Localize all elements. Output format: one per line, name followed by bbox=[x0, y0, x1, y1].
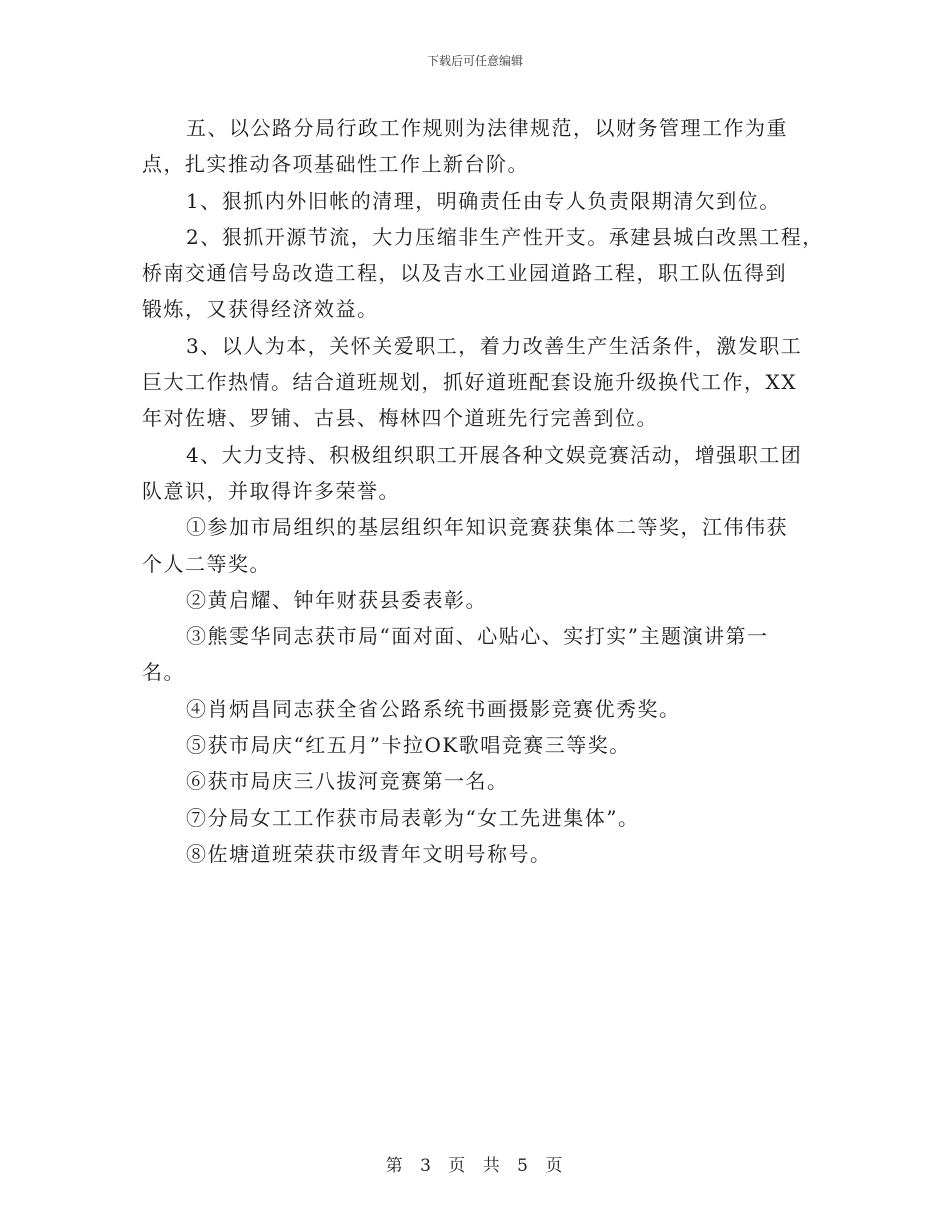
paragraph-line: 个人二等奖。 bbox=[142, 551, 271, 576]
paragraph-line: ⑥获市局庆三八拔河竞赛第一名。 bbox=[186, 769, 509, 794]
paragraph-line: ①参加市局组织的基层组织年知识竞赛获集体二等奖，江伟伟获 bbox=[186, 515, 788, 540]
paragraph-line: ④肖炳昌同志获全省公路系统书画摄影竞赛优秀奖。 bbox=[186, 696, 681, 721]
paragraph-line: 锻炼，又获得经济效益。 bbox=[142, 297, 379, 322]
paragraph-line: 队意识，并取得许多荣誉。 bbox=[142, 478, 400, 503]
paragraph-line: 名。 bbox=[142, 660, 185, 685]
honor-item-4 bbox=[142, 691, 810, 727]
paragraph-line: 点，扎实推动各项基础性工作上新台阶。 bbox=[142, 152, 529, 177]
document-body bbox=[142, 110, 824, 872]
paragraph-line: ③熊雯华同志获市局“面对面、心贴心、实打实”主题演讲第一 bbox=[186, 624, 769, 649]
paragraph-line: 1、狠抓内外旧帐的清理，明确责任由专人负责限期清欠到位。 bbox=[186, 188, 781, 213]
paragraph-line: 年对佐塘、罗铺、古县、梅林四个道班先行完善到位。 bbox=[142, 406, 658, 431]
page-footer bbox=[0, 1155, 950, 1177]
honor-item-8 bbox=[142, 836, 810, 872]
page-header-note: 下载后可任意编辑 bbox=[426, 54, 523, 68]
footer-total-pages: 5 bbox=[517, 1156, 530, 1176]
honor-item-3 bbox=[142, 618, 810, 691]
footer-page-number: 3 bbox=[420, 1156, 433, 1176]
paragraph-line: ⑦分局女工工作获市局表彰为“女工先进集体”。 bbox=[186, 805, 640, 830]
paragraph-line: ⑧佐塘道班荣获市级青年文明号称号。 bbox=[186, 841, 552, 866]
paragraph-line: 4、大力支持、积极组织职工开展各种文娱竞赛活动，增强职工团 bbox=[186, 442, 803, 467]
paragraph-line: 2、狠抓开源节流，大力压缩非生产性开支。承建县城白改黑工程， bbox=[186, 224, 824, 249]
paragraph-item-2 bbox=[142, 219, 824, 328]
paragraph-item-3 bbox=[142, 328, 810, 437]
footer-prefix: 第 bbox=[385, 1156, 405, 1176]
paragraph-line: 3、以人为本，关怀关爱职工，着力改善生产生活条件，激发职工 bbox=[186, 333, 803, 358]
honor-item-6 bbox=[142, 763, 810, 799]
paragraph-line: 桥南交通信号岛改造工程，以及吉水工业园道路工程，职工队伍得到 bbox=[142, 261, 787, 286]
paragraph-line: ⑤获市局庆“红五月”卡拉OK歌唱竞赛三等奖。 bbox=[186, 733, 631, 758]
paragraph-item-1 bbox=[142, 183, 810, 219]
footer-total-prefix: 共 bbox=[482, 1156, 502, 1176]
honor-item-2 bbox=[142, 582, 810, 618]
footer-total-unit: 页 bbox=[545, 1156, 565, 1176]
paragraph-line: 巨大工作热情。结合道班规划，抓好道班配套设施升级换代工作，XX bbox=[142, 370, 797, 395]
footer-page-unit: 页 bbox=[448, 1156, 468, 1176]
paragraph-line: ②黄启耀、钟年财获县委表彰。 bbox=[186, 587, 487, 612]
honor-item-5 bbox=[142, 727, 810, 763]
paragraph-section-five bbox=[142, 110, 810, 183]
honor-item-7 bbox=[142, 800, 810, 836]
honor-item-1 bbox=[142, 509, 810, 582]
paragraph-item-4 bbox=[142, 437, 810, 510]
paragraph-line: 五、以公路分局行政工作规则为法律规范，以财务管理工作为重 bbox=[186, 116, 788, 140]
